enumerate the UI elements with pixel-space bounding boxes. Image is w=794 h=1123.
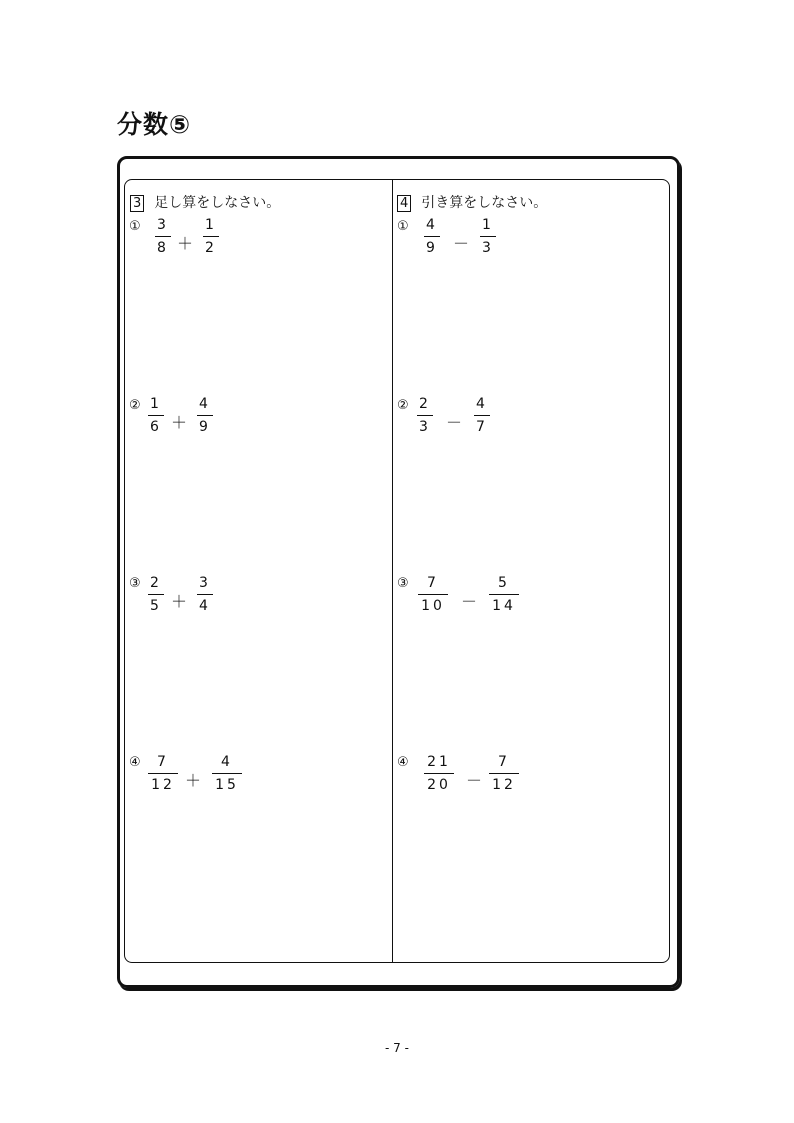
denominator: 12 (151, 777, 175, 793)
denominator: 2 (205, 240, 217, 256)
numerator: 3 (157, 217, 169, 233)
fraction (489, 755, 519, 792)
numerator: 7 (157, 754, 169, 770)
denominator: 9 (426, 240, 438, 256)
problem-label: ④ (397, 755, 409, 770)
problem-label: ① (129, 219, 141, 234)
section-number-box: 4 (397, 195, 411, 212)
section-number-box: 3 (130, 195, 144, 212)
numerator: 4 (426, 217, 438, 233)
fraction (155, 218, 171, 255)
worksheet-inner-frame (124, 179, 670, 963)
denominator: 10 (421, 598, 445, 614)
problem-label: ① (397, 219, 409, 234)
problem-label: ② (397, 398, 409, 413)
denominator: 8 (157, 240, 169, 256)
numerator: 4 (476, 396, 488, 412)
numerator: 7 (427, 575, 439, 591)
operator: － (461, 592, 478, 611)
operator: － (453, 234, 470, 253)
fraction (148, 397, 164, 434)
problem-label: ③ (129, 576, 141, 591)
fraction (197, 397, 213, 434)
fraction (424, 218, 440, 255)
section-instruction: 引き算をしなさい。 (421, 195, 548, 211)
fraction (148, 755, 178, 792)
denominator: 3 (419, 419, 431, 435)
operator: ＋ (185, 771, 202, 790)
denominator: 3 (482, 240, 494, 256)
problem-label: ② (129, 398, 141, 413)
numerator: 4 (221, 754, 233, 770)
fraction (417, 397, 433, 434)
operator: ＋ (171, 592, 188, 611)
operator: ＋ (177, 234, 194, 253)
numerator: 4 (199, 396, 211, 412)
denominator: 12 (492, 777, 516, 793)
problem-label: ③ (397, 576, 409, 591)
section-instruction: 足し算をしなさい。 (154, 195, 281, 211)
denominator: 4 (199, 598, 211, 614)
operator: － (466, 771, 483, 790)
numerator: 5 (498, 575, 510, 591)
operator: ＋ (171, 413, 188, 432)
numerator: 1 (150, 396, 162, 412)
numerator: 2 (419, 396, 431, 412)
denominator: 15 (215, 777, 239, 793)
denominator: 20 (427, 777, 451, 793)
section-3-heading (130, 195, 280, 212)
section-4-heading (397, 195, 547, 212)
numerator: 3 (199, 575, 211, 591)
column-divider (392, 180, 393, 962)
denominator: 6 (150, 419, 162, 435)
fraction (474, 397, 490, 434)
page-title: 分数⑤ (117, 110, 192, 139)
fraction (418, 576, 448, 613)
fraction (203, 218, 219, 255)
numerator: 1 (205, 217, 217, 233)
denominator: 5 (150, 598, 162, 614)
fraction (424, 755, 454, 792)
numerator: 2 (150, 575, 162, 591)
fraction (197, 576, 213, 613)
numerator: 21 (427, 754, 451, 770)
denominator: 9 (199, 419, 211, 435)
numerator: 1 (482, 217, 494, 233)
operator: － (446, 413, 463, 432)
denominator: 7 (476, 419, 488, 435)
fraction (489, 576, 519, 613)
denominator: 14 (492, 598, 516, 614)
problem-label: ④ (129, 755, 141, 770)
fraction (212, 755, 242, 792)
page-number: - 7 - (385, 1041, 409, 1055)
fraction (148, 576, 164, 613)
numerator: 7 (498, 754, 510, 770)
fraction (480, 218, 496, 255)
